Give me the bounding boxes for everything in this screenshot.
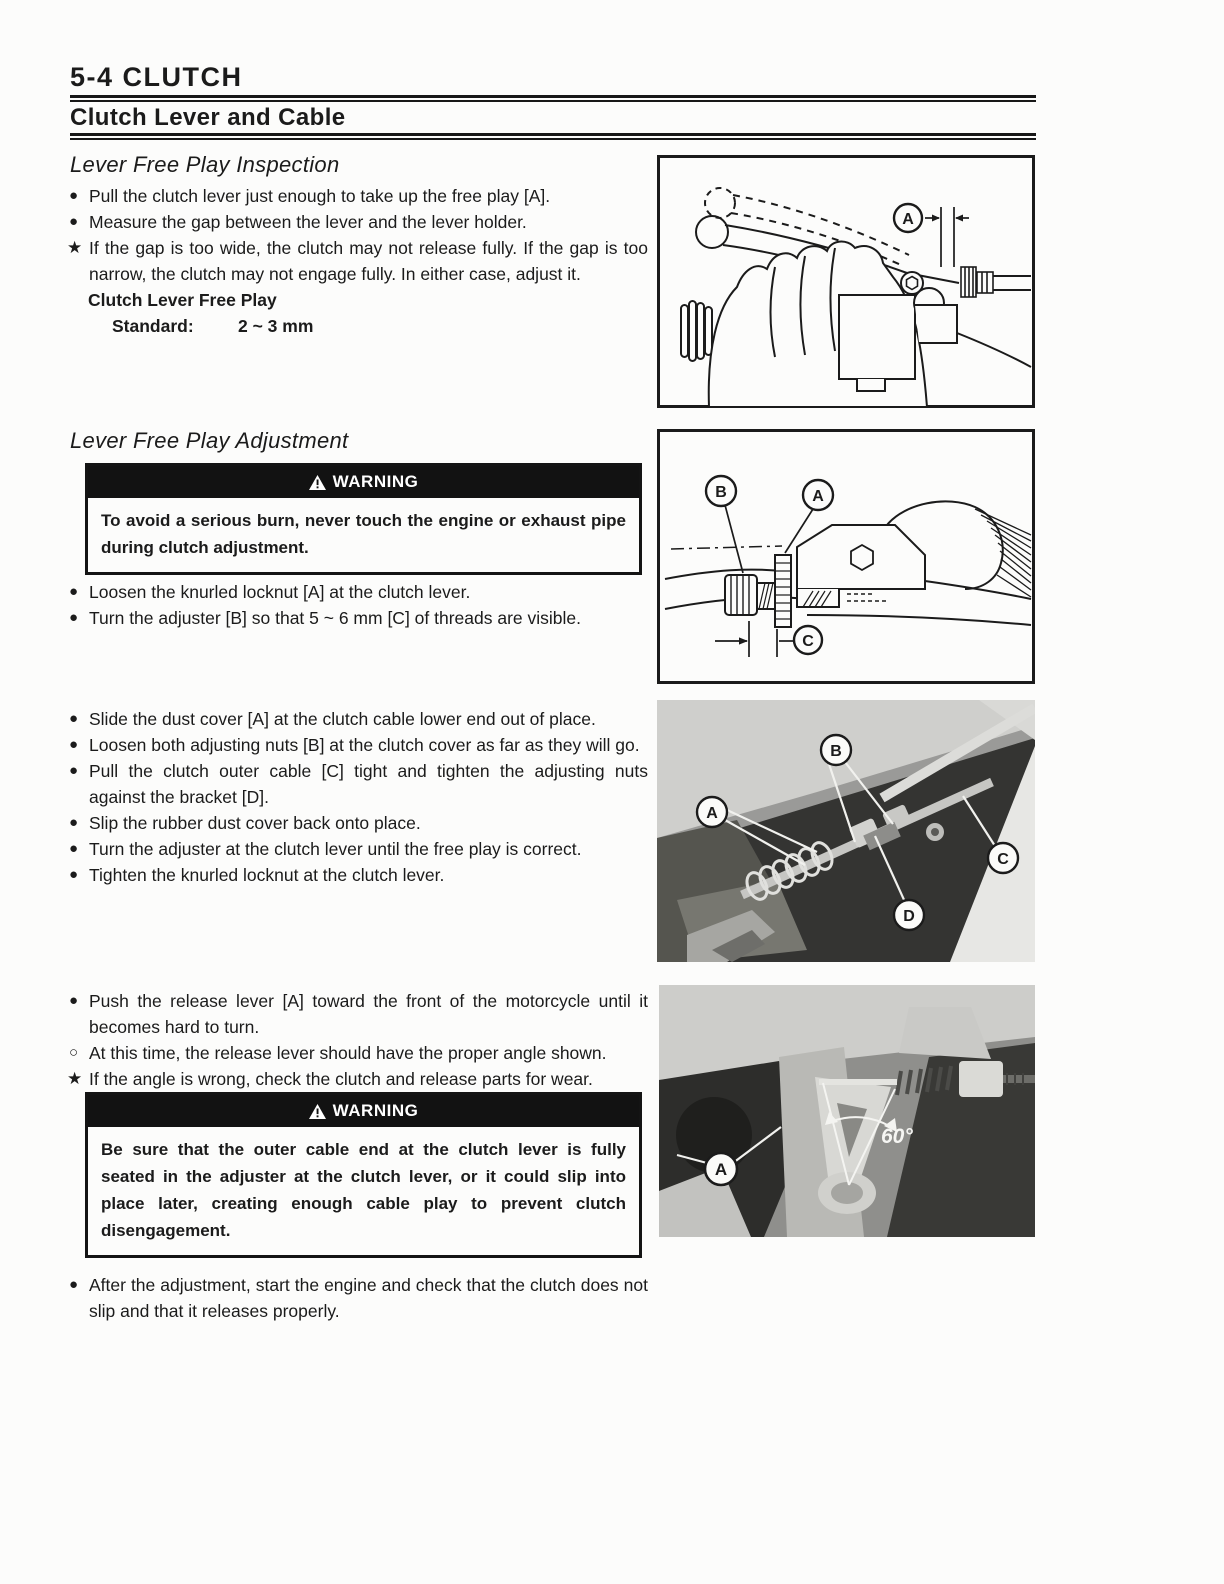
warning-box-1 [85, 463, 642, 575]
bullet-marker: ● [69, 609, 79, 626]
figure-label-b [706, 476, 736, 506]
adjustment-final-step [70, 1272, 648, 1324]
bullet-text: At this time, the release lever should have the proper angle shown. [89, 1043, 607, 1063]
bullet-marker: ● [69, 762, 79, 779]
adjustment-step-list-3 [67, 988, 648, 1092]
svg-text:60°: 60° [881, 1125, 913, 1148]
bullet-text: Pull the clutch outer cable [C] tight and tighten the adjusting nuts against the bracket [D]. [89, 761, 648, 807]
bullet-marker: ● [69, 187, 79, 204]
figure-label-a [803, 480, 833, 510]
spec-block [88, 287, 313, 339]
bullet-text: Slip the rubber dust cover back onto place. [89, 813, 421, 833]
page-title: 5-4 CLUTCH [70, 62, 243, 92]
bullet-marker: ● [69, 710, 79, 727]
bullet-marker: ○ [69, 1044, 79, 1061]
bullet-item [67, 235, 648, 287]
svg-text:A: A [706, 805, 718, 822]
chapter-rule [70, 95, 1036, 98]
bullet-item [70, 862, 648, 888]
figure-label-a [697, 797, 727, 827]
bullet-text: Push the release lever [A] toward the front of the motorcycle until it becomes hard to turn. [89, 991, 648, 1037]
bullet-text: After the adjustment, start the engine and check that the clutch does not slip and that it releases properly. [89, 1275, 648, 1321]
bullet-marker: ● [69, 814, 79, 831]
subsection-adjustment-heading: Lever Free Play Adjustment [70, 428, 349, 453]
bullet-item [70, 706, 648, 732]
bullet-text: Loosen both adjusting nuts [B] at the clutch cover as far as they will go. [89, 735, 640, 755]
adjustment-step-list-1 [70, 579, 648, 631]
figure-label-b [821, 735, 851, 765]
bullet-text: Measure the gap between the lever and the lever holder. [89, 212, 527, 232]
bullet-marker: ● [69, 1276, 79, 1293]
spec-row [88, 313, 313, 339]
bullet-item [70, 732, 648, 758]
figure-lever-free-play [657, 155, 1035, 413]
bullet-marker: ● [69, 736, 79, 753]
bullet-item [70, 605, 648, 631]
warning-title: WARNING [332, 1101, 419, 1120]
bullet-text: If the angle is wrong, check the clutch and release parts for wear. [89, 1069, 593, 1089]
bullet-item [70, 1040, 648, 1066]
warning-box-2 [85, 1092, 642, 1258]
bullet-text: Slide the dust cover [A] at the clutch cable lower end out of place. [89, 709, 596, 729]
svg-text:A: A [714, 1160, 728, 1179]
bullet-marker: ● [69, 583, 79, 600]
spec-label: Standard: [112, 316, 194, 336]
bullet-text: Tighten the knurled locknut at the clutch lever. [89, 865, 445, 885]
figure-cable-lower-end-photo [657, 700, 1035, 967]
bullet-marker: ● [69, 992, 79, 1009]
bullet-text: Pull the clutch lever just enough to take up the free play [A]. [89, 186, 551, 206]
bullet-text: If the gap is too wide, the clutch may not release fully. If the gap is too narrow, the clutch may not engage fully. In either case, adjust it. [89, 238, 648, 284]
warning-header [88, 1095, 639, 1127]
bullet-item [70, 836, 648, 862]
bullet-item [70, 810, 648, 836]
svg-text:B: B [715, 484, 727, 501]
svg-text:A: A [812, 488, 824, 505]
subsection-inspection-heading: Lever Free Play Inspection [70, 152, 340, 177]
svg-text:B: B [830, 743, 842, 760]
bullet-marker: ★ [67, 238, 83, 257]
warning-title: WARNING [332, 472, 419, 491]
warning-text: To avoid a serious burn, never touch the engine or exhaust pipe during clutch adjustment. [101, 511, 626, 557]
bullet-item [70, 579, 648, 605]
svg-text:C: C [997, 851, 1009, 868]
bullet-item [70, 1272, 648, 1324]
svg-text:D: D [903, 908, 915, 925]
bullet-item [70, 183, 648, 209]
section-rule [70, 133, 1036, 136]
bullet-marker: ● [69, 213, 79, 230]
figure-label-a [894, 204, 922, 232]
bullet-text: Turn the adjuster at the clutch lever until the free play is correct. [89, 839, 582, 859]
bullet-marker: ● [69, 866, 79, 883]
warning-triangle-icon [309, 475, 326, 490]
figure-label-d [894, 900, 924, 930]
adjustment-step-list-2 [70, 706, 648, 888]
figure-lever-adjuster [657, 429, 1035, 689]
figure-label-c [794, 626, 822, 654]
spec-value: 2 ~ 3 mm [238, 316, 314, 336]
bullet-item [67, 1066, 648, 1092]
section-title: Clutch Lever and Cable [70, 104, 346, 131]
figure-label-a [705, 1153, 737, 1185]
bullet-item [70, 209, 648, 235]
bullet-item [70, 758, 648, 810]
inspection-bullet-list [67, 183, 648, 287]
figure-release-lever-photo [659, 985, 1035, 1242]
svg-text:A: A [902, 211, 914, 228]
warning-triangle-icon [309, 1104, 326, 1119]
svg-text:C: C [802, 633, 814, 650]
bullet-text: Turn the adjuster [B] so that 5 ~ 6 mm [C] of threads are visible. [89, 608, 582, 628]
figure-label-c [988, 843, 1018, 873]
spec-title: Clutch Lever Free Play [88, 290, 277, 310]
bullet-marker: ★ [67, 1069, 83, 1088]
bullet-text: Loosen the knurled locknut [A] at the clutch lever. [89, 582, 471, 602]
warning-header [88, 466, 639, 498]
warning-text: Be sure that the outer cable end at the clutch lever is fully seated in the adjuster at the clutch lever, or it could slip into place later, creating enough cable play to prevent clutch disengagement. [101, 1140, 626, 1240]
bullet-marker: ● [69, 840, 79, 857]
bullet-item [70, 988, 648, 1040]
